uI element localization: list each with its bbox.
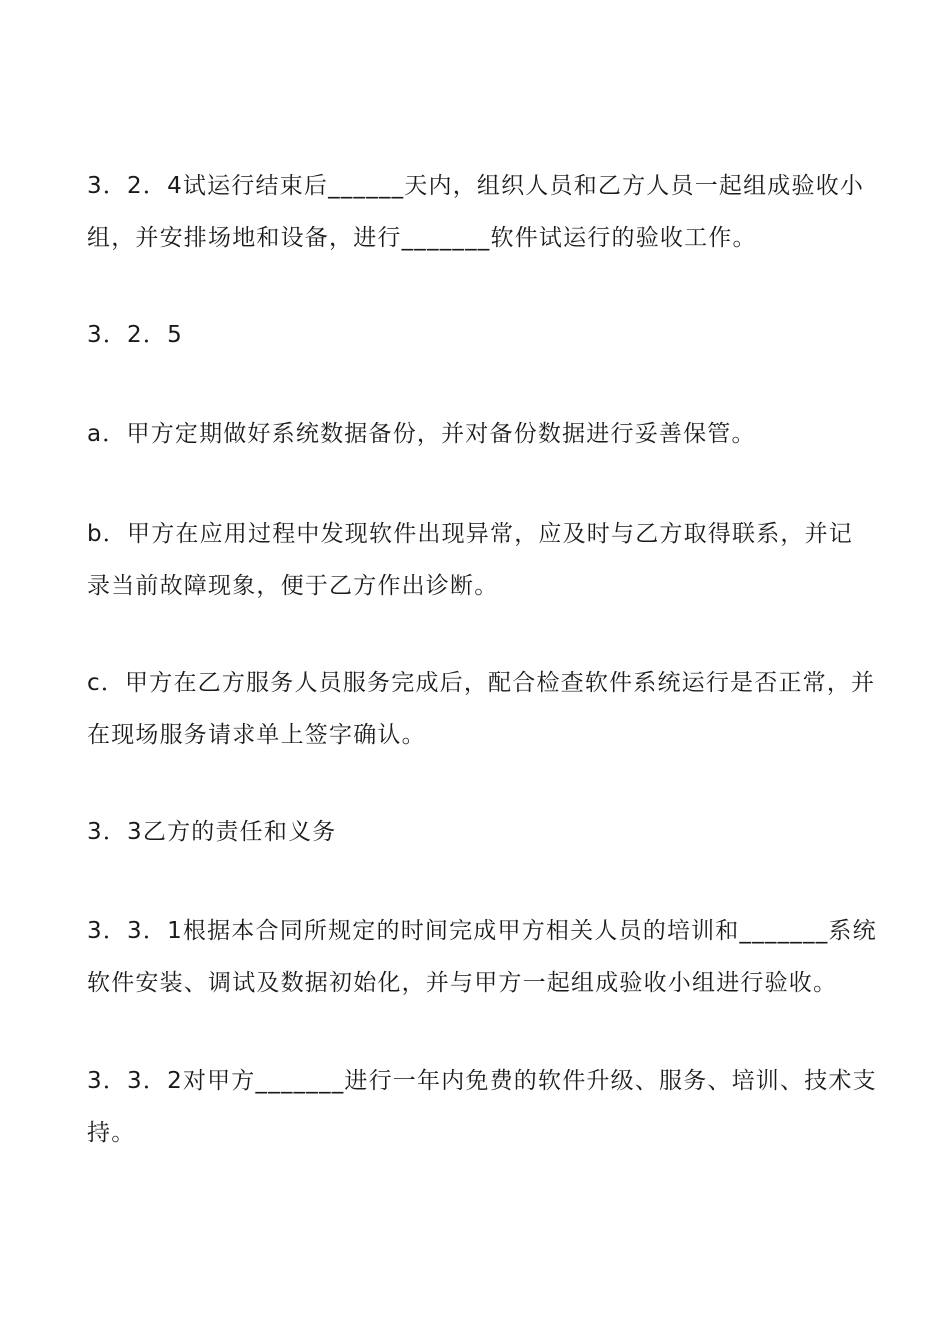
paragraph-line: 3．3．1根据本合同所规定的时间完成甲方相关人员的培训和_______系统 — [87, 918, 877, 944]
paragraph-line: 软件安装、调试及数据初始化，并与甲方一起组成验收小组进行验收。 — [87, 970, 838, 996]
paragraph-line: a．甲方定期做好系统数据备份，并对备份数据进行妥善保管。 — [87, 421, 756, 447]
paragraph-line: 录当前故障现象，便于乙方作出诊断。 — [87, 573, 499, 599]
paragraph-line: b．甲方在应用过程中发现软件出现异常，应及时与乙方取得联系，并记 — [87, 521, 853, 547]
paragraph-line: 在现场服务请求单上签字确认。 — [87, 722, 426, 748]
paragraph-line: 3．3．2对甲方_______进行一年内免费的软件升级、服务、培训、技术支 — [87, 1068, 877, 1094]
paragraph-3-2-5 — [87, 309, 867, 361]
paragraph-c — [87, 657, 876, 761]
paragraph-3-3-1 — [87, 905, 877, 1009]
paragraph-3-3 — [87, 806, 867, 858]
paragraph-line: c．甲方在乙方服务人员服务完成后，配合检查软件系统运行是否正常，并 — [87, 670, 876, 696]
paragraph-line: 3．2．4试运行结束后______天内，组织人员和乙方人员一起组成验收小 — [87, 173, 865, 199]
paragraph-line: 持。 — [87, 1120, 136, 1146]
paragraph-line: 3．2．5 — [87, 322, 183, 348]
paragraph-3-3-2 — [87, 1055, 877, 1159]
paragraph-line: 组，并安排场地和设备，进行_______软件试运行的验收工作。 — [87, 225, 757, 251]
section-heading: 3．3乙方的责任和义务 — [87, 819, 337, 845]
paragraph-3-2-4 — [87, 160, 867, 264]
paragraph-a — [87, 408, 867, 460]
paragraph-b — [87, 508, 867, 612]
